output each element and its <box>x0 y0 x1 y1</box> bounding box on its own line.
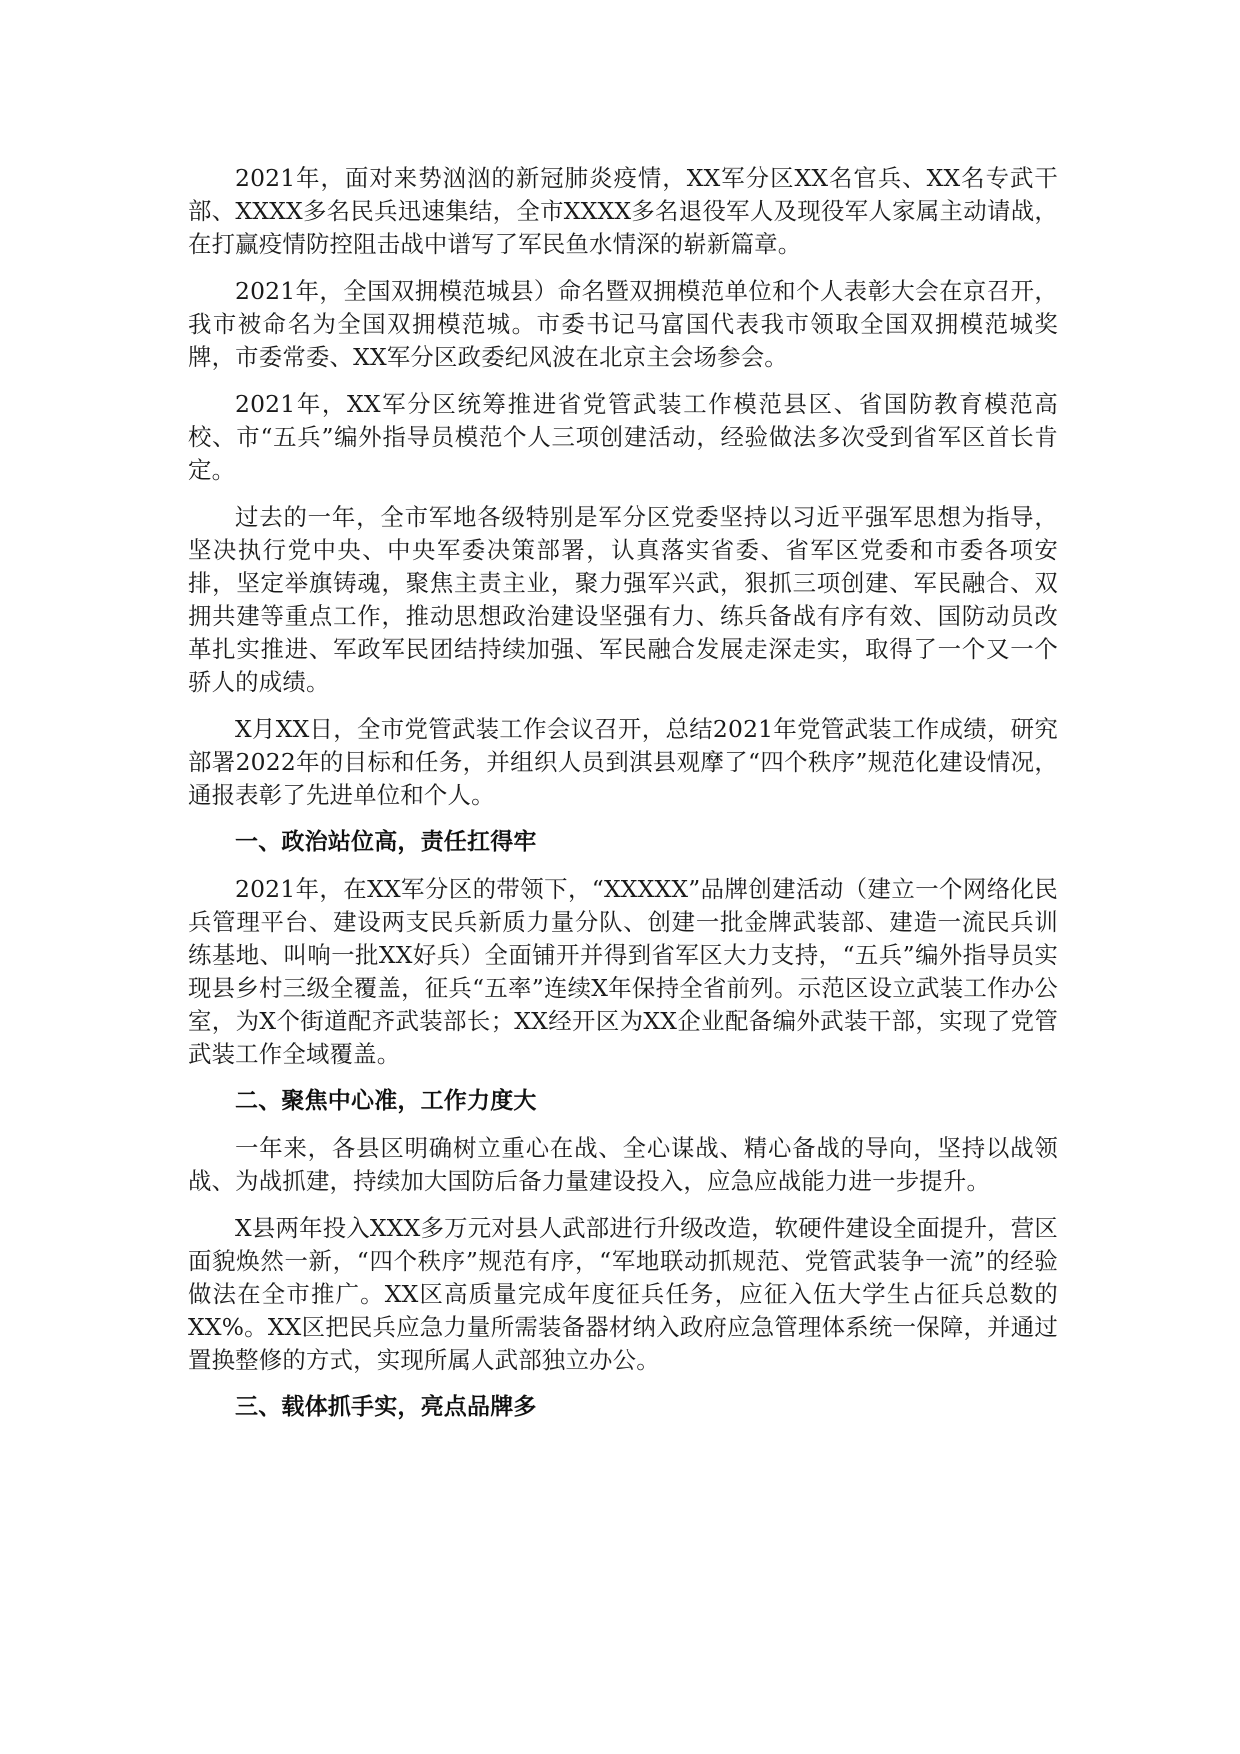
paragraph-county-upgrade: X县两年投入XXX多万元对县人武部进行升级改造，软硬件建设全面提升，营区面貌焕然一新，“四个秩序”规范有序，“军地联动抓规范、党管武装争一流”的经验做法在全市推广。XX区高质量完成年度征兵任务，应征入伍大学生占征兵总数的XX%。XX区把民兵应急力量所需装备器材纳入政府应急管理体系统一保障，并通过置换整修的方式，实现所属人武部独立办公。 <box>188 1214 1058 1374</box>
paragraph-epidemic: 2021年，面对来势汹汹的新冠肺炎疫情，XX军分区XX名官兵、XX名专武干部、XXXX多名民兵迅速集结，全市XXXX多名退役军人及现役军人家属主动请战，在打赢疫情防控阻击战中谱写了军民鱼水情深的崭新篇章。 <box>188 164 1058 258</box>
paragraph-war-focus: 一年来，各县区明确树立重心在战、全心谋战、精心备战的导向，坚持以战领战、为战抓建，持续加大国防后备力量建设投入，应急应战能力进一步提升。 <box>188 1134 1058 1195</box>
document-body <box>188 162 1058 1438</box>
section-heading-2: 二、聚焦中心准，工作力度大 <box>235 1088 537 1114</box>
paragraph-past-year: 过去的一年，全市军地各级特别是军分区党委坚持以习近平强军思想为指导，坚决执行党中央、中央军委决策部署，认真落实省委、省军区党委和市委各项安排，坚定举旗铸魂，聚焦主责主业，聚力强军兴武，狠抓三项创建、军民融合、双拥共建等重点工作，推动思想政治建设坚强有力、练兵备战有序有效、国防动员改革扎实推进、军政军民团结持续加强、军民融合发展走深走实，取得了一个又一个骄人的成绩。 <box>188 503 1058 696</box>
paragraph-model-creation: 2021年，XX军分区统筹推进省党管武装工作模范县区、省国防教育模范高校、市“五兵”编外指导员模范个人三项创建活动，经验做法多次受到省军区首长肯定。 <box>188 390 1058 484</box>
section-heading-3: 三、载体抓手实，亮点品牌多 <box>235 1394 537 1420</box>
section-heading-1: 一、政治站位高，责任扛得牢 <box>235 829 537 855</box>
paragraph-brand-activity: 2021年，在XX军分区的带领下，“XXXXX”品牌创建活动（建立一个网络化民兵管理平台、建设两支民兵新质力量分队、创建一批金牌武装部、建造一流民兵训练基地、叫响一批XX好兵）全面铺开并得到省军区大力支持，“五兵”编外指导员实现县乡村三级全覆盖，征兵“五率”连续X年保持全省前列。示范区设立武装工作办公室，为X个街道配齐武装部长；XX经开区为XX企业配备编外武装干部，实现了党管武装工作全域覆盖。 <box>188 875 1058 1068</box>
paragraph-meeting: X月XX日，全市党管武装工作会议召开，总结2021年党管武装工作成绩，研究部署2022年的目标和任务，并组织人员到淇县观摩了“四个秩序”规范化建设情况，通报表彰了先进单位和个人。 <box>188 715 1058 809</box>
paragraph-double-support-city: 2021年，全国双拥模范城县）命名暨双拥模范单位和个人表彰大会在京召开，我市被命名为全国双拥模范城。市委书记马富国代表我市领取全国双拥模范城奖牌，市委常委、XX军分区政委纪风波在北京主会场参会。 <box>188 277 1058 371</box>
